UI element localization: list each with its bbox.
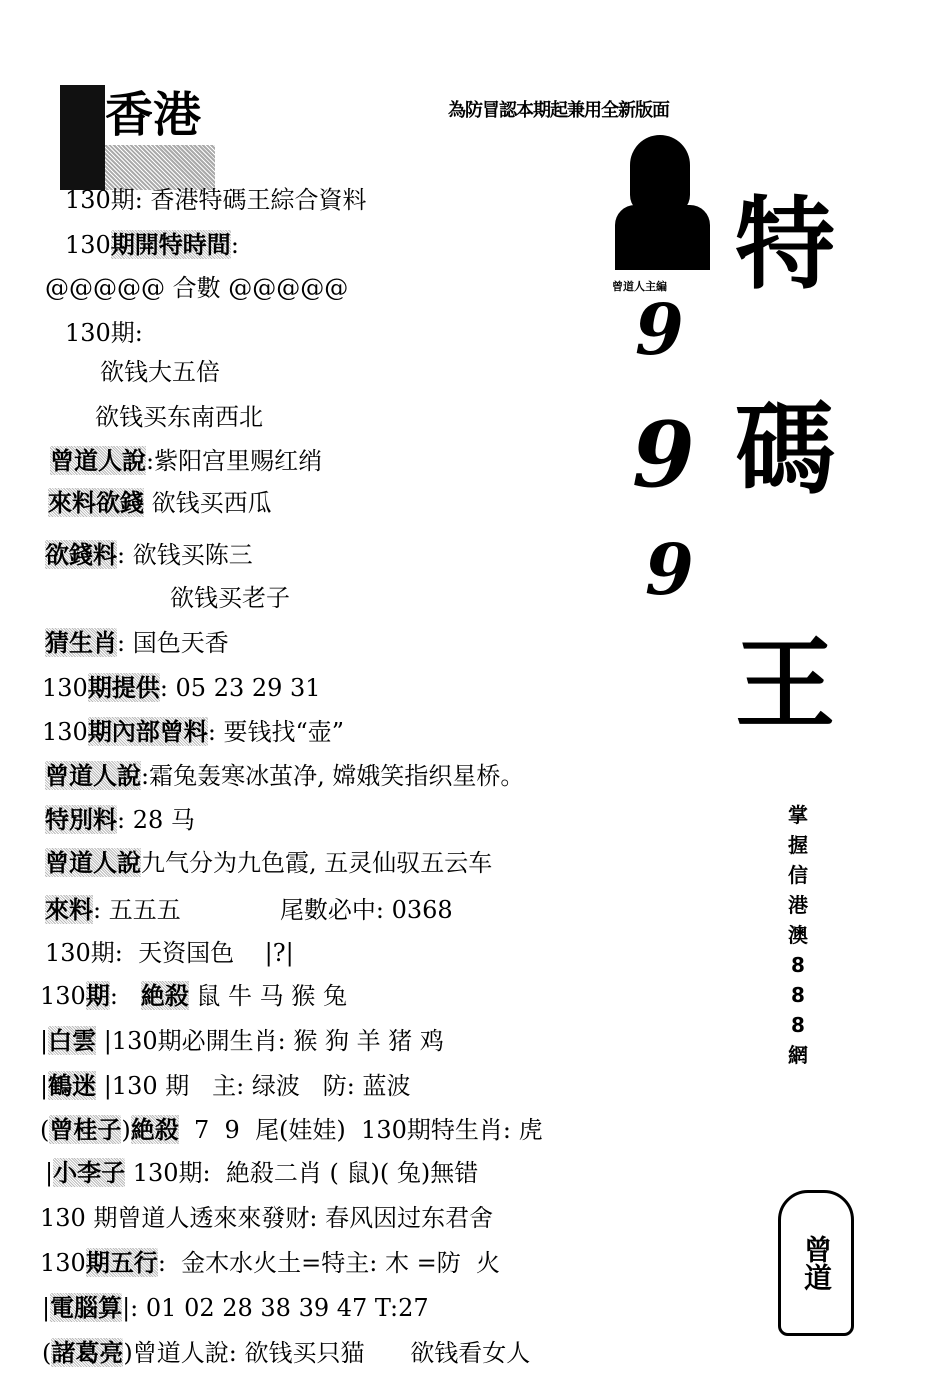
text-line [100,356,220,388]
line-text: : 五五五 尾數必中: 0368 [93,896,453,924]
line-text: | [40,1027,49,1055]
line-label: 期開特時間 [110,230,231,259]
text-line [65,229,239,261]
line-text: : [230,231,239,259]
text-line [45,894,453,926]
line-text: 鼠 牛 马 猴 兔 [188,982,347,1010]
text-line [45,539,253,571]
line-text: 欲钱买老子 [170,584,290,612]
line-label: 特別料 [45,805,117,834]
text-line [170,582,290,614]
text-line [45,760,524,792]
text-line [40,1202,493,1234]
line-label: 期五行 [85,1248,158,1277]
vertical-char: 澳 [788,923,808,947]
line-text: : 05 23 29 31 [159,674,321,702]
line-text: | [40,1072,49,1100]
line-label: 猜生肖 [45,628,117,657]
line-text: |130 期 主: 绿波 防: 蓝波 [96,1072,411,1100]
line-text: 7 9 尾(娃娃) 130期特生肖: 虎 [178,1116,543,1144]
text-line [50,445,322,477]
line-text: 130 期曾道人透來來發财: 春风因过东君舍 [40,1204,494,1232]
line-text: 130期: [65,319,143,347]
line-label: 曾道人說 [50,446,146,475]
line-text: 130期: 天资国色 |?| [45,939,294,967]
line-text: 130 [42,718,88,746]
vertical-char: 信 [788,863,808,887]
line-label: 來料 [45,895,93,924]
line-text: | [42,1294,51,1322]
vertical-char: 港 [788,893,808,917]
text-line [45,1157,478,1189]
line-text: ) [121,1116,131,1144]
line-label: 期提供 [87,673,160,702]
line-label: 欲錢料 [45,540,117,569]
text-line [65,317,143,349]
text-line [45,937,294,969]
seal-stamp: 曾道 [778,1190,854,1336]
line-text: : 欲钱买陈三 [117,541,253,569]
line-text: ( [40,1116,50,1144]
line-text: @@@@@ 合數 @@@@@ [45,274,349,302]
line-text: :霜兔轰寒冰茧净, 嫦娥笑指织星桥。 [141,762,525,790]
line-text: | [45,1159,54,1187]
line-label: 曾道人說 [45,761,141,790]
nine-3: 9 [645,528,694,611]
line-label: 曾道人說 [45,848,141,877]
title-char-wang: 王 [735,626,835,743]
text-line [40,1070,410,1102]
line-text: : 金木水火土=特主: 木 =防 火 [157,1249,500,1277]
text-line [45,847,492,879]
line-label: 白雲 [48,1026,97,1055]
title-char-te: 特 [735,186,835,303]
text-line [42,1292,429,1324]
line-text: : 要钱找“壶” [207,718,345,746]
line-label: 鶴迷 [48,1071,97,1100]
vertical-char: 8 [791,1013,805,1037]
vertical-char: 8 [791,953,805,977]
text-line [42,672,321,704]
line-text: 欲钱买西瓜 [144,489,272,517]
vertical-char: 握 [788,833,808,857]
line-text: 130 [40,982,86,1010]
line-text: 130期: 香港特碼王綜合資料 [65,186,367,214]
line-label: 曾桂子 [49,1115,122,1144]
title-char-ma: 碼 [735,391,835,508]
portrait-head [630,135,690,215]
hongkong-logo [60,85,215,190]
text-line [48,487,272,519]
portrait-body [615,205,710,270]
notice-text: 為防冒認本期起兼用全新版面 [448,100,669,121]
text-line [65,184,367,216]
vertical-char: 掌 [788,803,808,827]
line-label: 絶殺 [130,1115,179,1144]
vertical-char: 網 [788,1043,808,1067]
text-line [42,716,344,748]
line-text: 130期: 絶殺二肖 ( 鼠)( 兔)無错 [125,1159,479,1187]
text-line [42,1337,530,1369]
text-line [95,401,263,433]
portrait-image [615,135,710,270]
line-text: 130 [40,1249,86,1277]
line-label: 來料欲錢 [48,488,144,517]
line-text: 130 [65,231,111,259]
text-line [40,1247,500,1279]
line-text: |130期必開生肖: 猴 狗 羊 猪 鸡 [96,1027,444,1055]
line-label: 期內部曾料 [87,717,208,746]
text-line [40,1025,444,1057]
text-line [40,1114,543,1146]
line-text: : [109,982,141,1010]
line-text: 130 [42,674,88,702]
text-line [45,804,195,836]
text-line [45,627,229,659]
text-line [45,272,348,304]
line-text: :紫阳宫里赐红绡 [146,447,323,475]
nine-1: 9 [635,288,684,371]
line-text: 欲钱买东南西北 [95,403,263,431]
logo-block [60,85,105,190]
line-label: 小李子 [53,1158,126,1187]
line-text: : 28 马 [117,806,195,834]
nine-2: 9 [632,402,695,508]
line-label: 諸葛亮 [51,1338,124,1367]
logo-text: 香港 [105,87,202,143]
line-text: ( [42,1339,52,1367]
vertical-text [783,800,813,1070]
line-text: 欲钱大五倍 [100,358,220,386]
line-text: )曾道人說: 欲钱买只猫 欲钱看女人 [123,1339,531,1367]
text-line [40,980,347,1012]
line-label: 電腦算 [50,1293,123,1322]
line-text: |: 01 02 28 38 39 47 T:27 [122,1294,429,1322]
line-label: 期 [85,981,110,1010]
line-text: : 国色天香 [117,629,229,657]
line-label: 絶殺 [140,981,189,1010]
line-text: 九气分为九色霞, 五灵仙驭五云车 [141,849,493,877]
portrait-caption: 曾道人主編 [612,280,667,293]
vertical-char: 8 [791,983,805,1007]
